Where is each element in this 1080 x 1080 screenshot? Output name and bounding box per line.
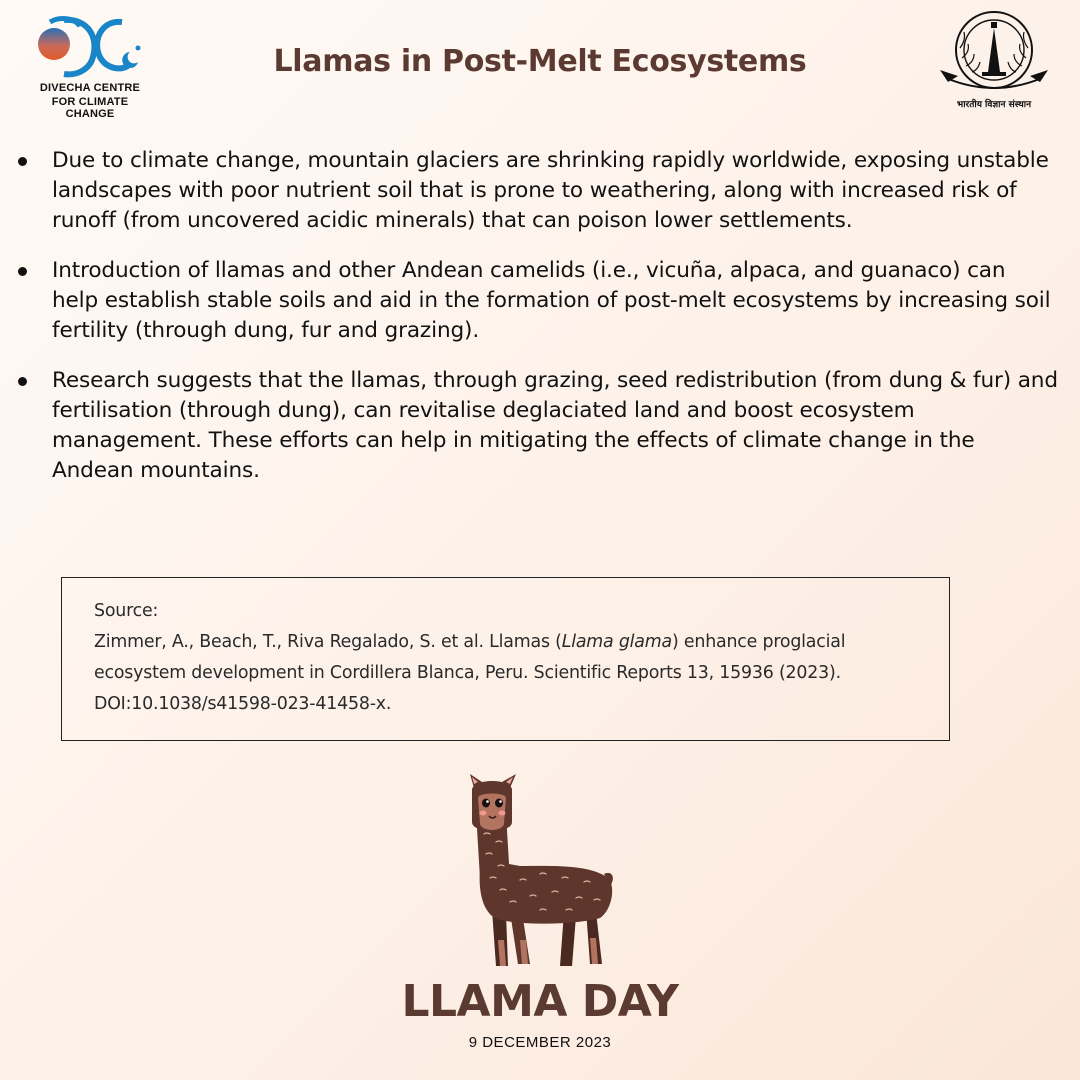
citation-species: Llama glama — [561, 632, 672, 652]
bullet-item — [18, 366, 1058, 486]
bullet-dot-icon — [18, 157, 27, 166]
divecha-centre-logo-icon — [30, 14, 150, 82]
left-logo-line1: DIVECHA CENTRE — [39, 82, 141, 94]
bullet-text: Introduction of llamas and other Andean camelids (i.e., vicuña, alpaca, and guanaco) can help establish stable soils and aid in the formation of post-melt ecosystems by increasing soil fertility (through dung, fur and grazing). — [52, 258, 1051, 343]
source-box — [61, 577, 950, 741]
left-logo-line2: FOR CLIMATE CHANGE — [51, 96, 129, 120]
bullet-text: Due to climate change, mountain glaciers are shrinking rapidly worldwide, exposing unstable landscapes with poor nutrient soil that is prone to weathering, along with increased risk of runoff (from uncovered acidic minerals) that can poison lower settlements. — [52, 148, 1049, 233]
citation-part1: Zimmer, A., Beach, T., Riva Regalado, S. et al. Llamas ( — [94, 632, 562, 652]
bullet-dot-icon — [18, 377, 27, 386]
page-title: Llamas in Post-Melt Ecosystems — [273, 44, 807, 79]
bullet-text: Research suggests that the llamas, through grazing, seed redistribution (from dung & fur) and fertilisation (through dung), can revitalise deglaciated land and boost ecosystem management. These efforts can help in mitigating the effects of climate change in the Andean mountains. — [52, 368, 1058, 483]
citation-part2: ) enhance proglacial ecosystem development in Cordillera Blanca, Peru. Scientific Reports 13, 15936 (2023). DOI:10.1038/s41598-023-41458-x. — [94, 632, 846, 714]
iisc-emblem-icon — [936, 8, 1052, 96]
source-citation — [94, 632, 845, 714]
source-label: Source: — [94, 601, 159, 621]
llama-illustration-icon — [440, 770, 630, 975]
bullet-list — [18, 146, 1058, 506]
bullet-item — [18, 146, 1058, 236]
bullet-item — [18, 256, 1058, 346]
llama-day-title: LLAMA DAY — [401, 976, 679, 1027]
bullet-dot-icon — [18, 267, 27, 276]
llama-day-date: 9 DECEMBER 2023 — [468, 1034, 612, 1051]
divecha-centre-logo — [30, 14, 150, 120]
iisc-logo — [936, 8, 1052, 112]
iisc-hindi-name: भारतीय विज्ञान संस्थान — [956, 100, 1032, 110]
